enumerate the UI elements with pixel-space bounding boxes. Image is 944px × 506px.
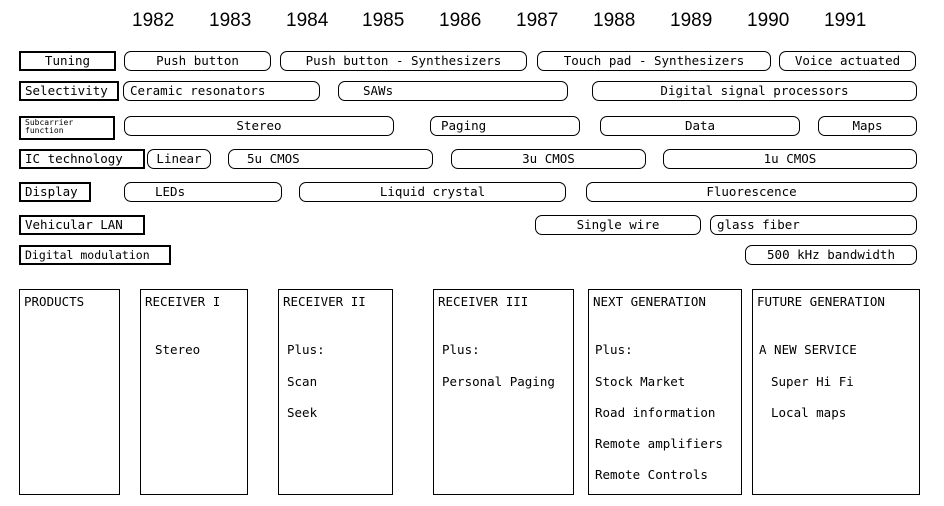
subcarrier-maps: Maps <box>818 116 917 136</box>
product-title: NEXT GENERATION <box>593 294 706 309</box>
product-feature: Local maps <box>771 405 847 420</box>
display-liquid-crystal: Liquid crystal <box>299 182 566 202</box>
product-feature: Plus: <box>287 342 325 357</box>
row-label-digital-modulation: Digital modulation <box>19 245 171 265</box>
product-feature: A NEW SERVICE <box>759 342 857 357</box>
subcarrier-data: Data <box>600 116 800 136</box>
product-title: RECEIVER II <box>283 294 366 309</box>
product-feature: Remote Controls <box>595 467 708 482</box>
selectivity-saws: SAWs <box>338 81 568 101</box>
product-column-receiver-3 <box>433 289 574 495</box>
row-label-subcarrier-function: Subcarrier function <box>19 116 115 140</box>
modulation-500khz-bandwidth: 500 kHz bandwidth <box>745 245 917 265</box>
tuning-push-button-synthesizers: Push button - Synthesizers <box>280 51 527 71</box>
product-feature: Scan <box>287 374 318 389</box>
product-feature: Stereo <box>155 342 201 357</box>
product-feature: Personal Paging <box>442 374 555 389</box>
product-column-receiver-1 <box>140 289 248 495</box>
product-feature: Seek <box>287 405 318 420</box>
year-1985: 1985 <box>362 10 405 31</box>
row-label-ic-technology: IC technology <box>19 149 145 169</box>
product-column-next-generation <box>588 289 742 495</box>
ic-linear: Linear <box>147 149 211 169</box>
year-1986: 1986 <box>439 10 482 31</box>
product-title: RECEIVER III <box>438 294 529 309</box>
product-feature: Road information <box>595 405 716 420</box>
display-leds: LEDs <box>124 182 282 202</box>
products-label: PRODUCTS <box>24 294 85 309</box>
year-1988: 1988 <box>593 10 636 31</box>
product-column-future-generation <box>752 289 920 495</box>
selectivity-digital-signal-processors: Digital signal processors <box>592 81 917 101</box>
row-label-tuning: Tuning <box>19 51 116 71</box>
product-feature: Remote amplifiers <box>595 436 723 451</box>
year-1982: 1982 <box>132 10 175 31</box>
row-label-selectivity: Selectivity <box>19 81 119 101</box>
product-title: FUTURE GENERATION <box>757 294 885 309</box>
year-1990: 1990 <box>747 10 790 31</box>
year-1983: 1983 <box>209 10 252 31</box>
product-feature: Super Hi Fi <box>771 374 854 389</box>
product-title: RECEIVER I <box>145 294 221 309</box>
display-fluorescence: Fluorescence <box>586 182 917 202</box>
tuning-voice-actuated: Voice actuated <box>779 51 916 71</box>
year-1991: 1991 <box>824 10 867 31</box>
ic-5u-cmos: 5u CMOS <box>228 149 433 169</box>
tuning-touch-pad-synthesizers: Touch pad - Synthesizers <box>537 51 771 71</box>
products-label-column <box>19 289 120 495</box>
product-feature: Plus: <box>442 342 480 357</box>
ic-3u-cmos: 3u CMOS <box>451 149 646 169</box>
subcarrier-paging: Paging <box>430 116 580 136</box>
row-label-vehicular-lan: Vehicular LAN <box>19 215 145 235</box>
subcarrier-stereo: Stereo <box>124 116 394 136</box>
tuning-push-button: Push button <box>124 51 271 71</box>
product-column-receiver-2 <box>278 289 393 495</box>
row-label-display: Display <box>19 182 91 202</box>
year-1989: 1989 <box>670 10 713 31</box>
ic-1u-cmos: 1u CMOS <box>663 149 917 169</box>
product-feature: Stock Market <box>595 374 686 389</box>
selectivity-ceramic-resonators: Ceramic resonators <box>123 81 320 101</box>
lan-glass-fiber: glass fiber <box>710 215 917 235</box>
product-feature: Plus: <box>595 342 633 357</box>
lan-single-wire: Single wire <box>535 215 701 235</box>
year-1987: 1987 <box>516 10 559 31</box>
year-1984: 1984 <box>286 10 329 31</box>
